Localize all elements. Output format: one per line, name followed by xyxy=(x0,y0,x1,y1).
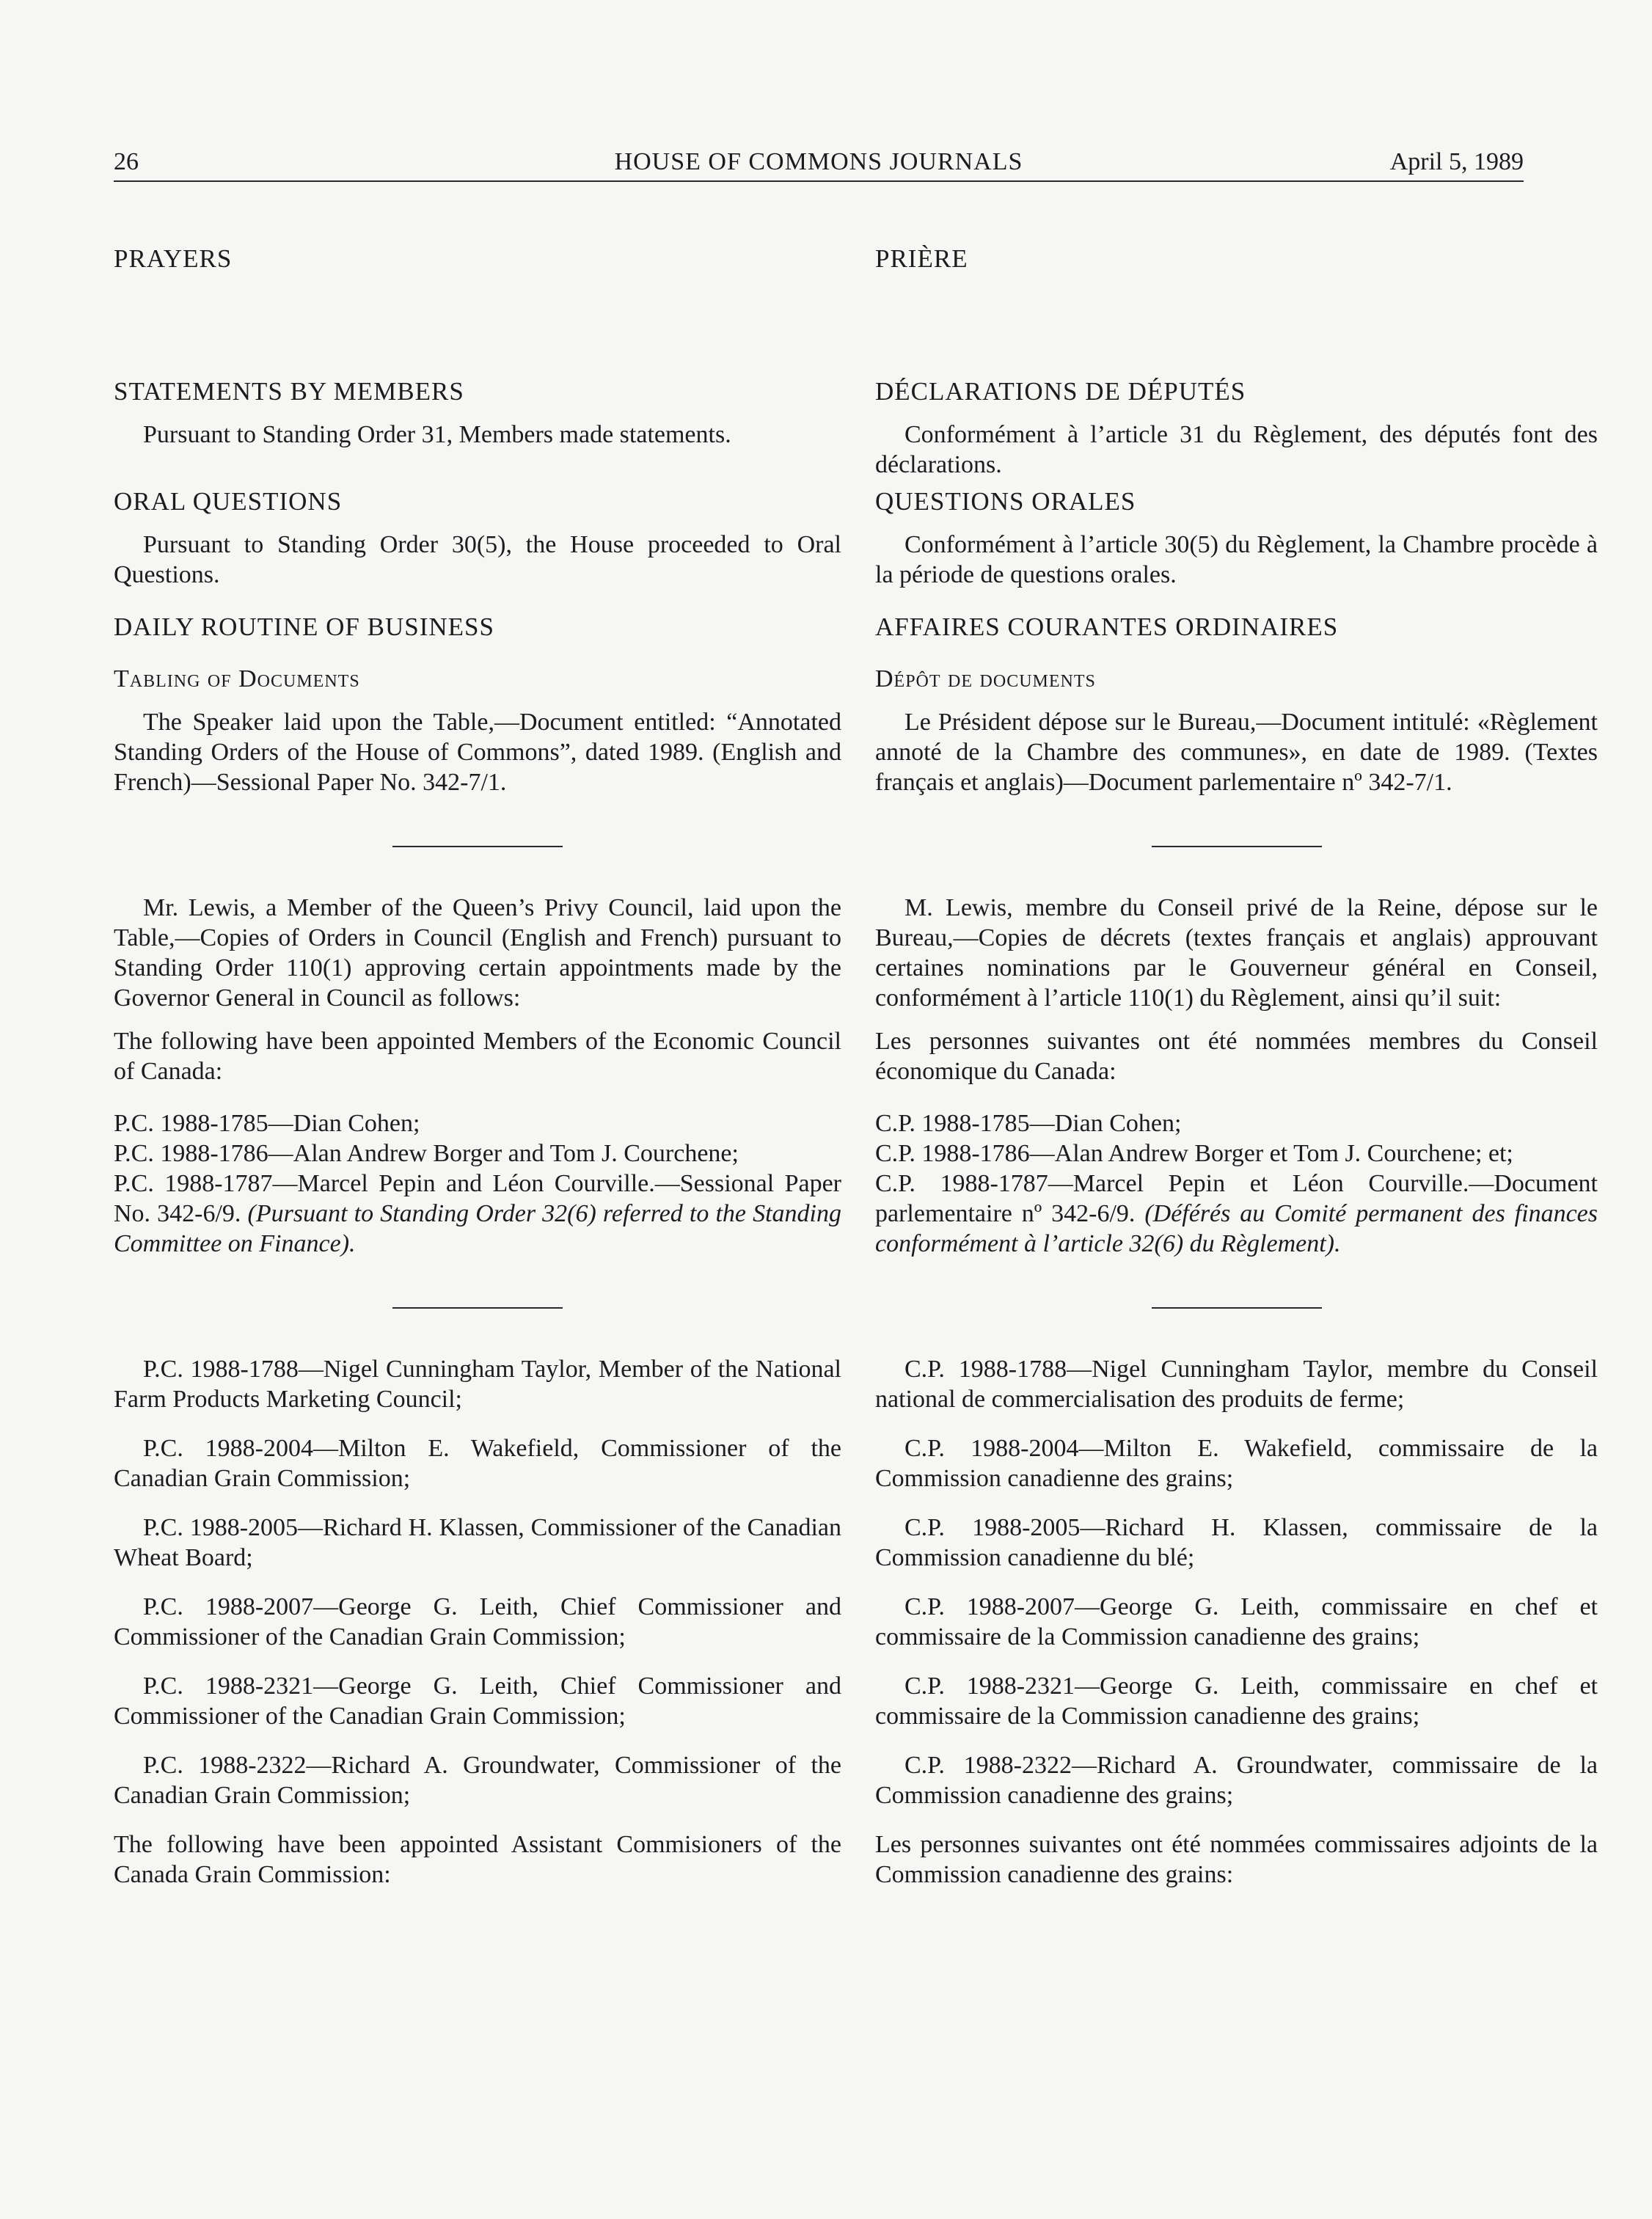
section-divider xyxy=(1152,1307,1322,1309)
order-2004: P.C. 1988-2004—Milton E. Wakefield, Commissioner of the Canadian Grain Commission; xyxy=(114,1435,841,1492)
commissaires-adjoints-intro: Les personnes suivantes ont été nommées commissaires adjoints de la Commission canadienne des grains: xyxy=(875,1831,1598,1888)
page-header xyxy=(114,144,1524,182)
conseil-economique-intro: Les personnes suivantes ont été nommées membres du Conseil économique du Canada: xyxy=(875,1028,1598,1085)
decret-1785: C.P. 1988-1785—Dian Cohen; xyxy=(875,1110,1182,1137)
journal-date: April 5, 1989 xyxy=(1389,148,1524,175)
order-1787-text: P.C. 1988-1787—Marcel Pepin and Léon Courville.—Sessional Paper No. 342-6/9. xyxy=(114,1170,841,1227)
questions-orales-text: Conformément à l’article 30(5) du Règlement, la Chambre procède à la période de questions orales. xyxy=(875,531,1598,588)
decret-2005: C.P. 1988-2005—Richard H. Klassen, commissaire de la Commission canadienne du blé; xyxy=(875,1514,1598,1571)
decret-2322: C.P. 1988-2322—Richard A. Groundwater, commissaire de la Commission canadienne des grains; xyxy=(875,1752,1598,1809)
journal-title: HOUSE OF COMMONS JOURNALS xyxy=(614,148,1023,175)
order-1787-reference: (Pursuant to Standing Order 32(6) referred to the Standing Committee on Finance). xyxy=(114,1200,841,1257)
decret-2321: C.P. 1988-2321—George G. Leith, commissaire en chef et commissaire de la Commission canadienne des grains; xyxy=(875,1673,1598,1730)
decret-1787 xyxy=(875,1169,1598,1259)
daily-routine-heading: DAILY ROUTINE OF BUSINESS xyxy=(114,613,494,641)
prayers-heading: PRAYERS xyxy=(114,244,233,273)
statements-text: Pursuant to Standing Order 31, Members made statements. xyxy=(143,421,731,448)
affaires-courantes-heading: AFFAIRES COURANTES ORDINAIRES xyxy=(875,613,1339,641)
depot-text: Le Président dépose sur le Bureau,—Document intitulé: «Règlement annoté de la Chambre des communes», en date de 1989. (Textes français et anglais)—Document parlementaire nº 342-7/1. xyxy=(875,709,1598,796)
order-2005: P.C. 1988-2005—Richard H. Klassen, Commissioner of the Canadian Wheat Board; xyxy=(114,1514,841,1571)
questions-orales-heading: QUESTIONS ORALES xyxy=(875,487,1136,516)
priere-heading: PRIÈRE xyxy=(875,244,968,273)
tabling-heading: Tabling of Documents xyxy=(114,665,360,692)
decret-1787-reference: (Déférés au Comité permanent des finances conformément à l’article 32(6) du Règlement). xyxy=(875,1200,1598,1257)
statements-heading: STATEMENTS BY MEMBERS xyxy=(114,377,464,406)
order-1787 xyxy=(114,1169,841,1259)
page-number: 26 xyxy=(114,148,139,175)
decret-1787-text: C.P. 1988-1787—Marcel Pepin et Léon Courville.—Document parlementaire nº 342-6/9. xyxy=(875,1170,1598,1227)
depot-heading: Dépôt de documents xyxy=(875,665,1096,692)
decret-2007: C.P. 1988-2007—George G. Leith, commissaire en chef et commissaire de la Commission canadienne des grains; xyxy=(875,1593,1598,1650)
lewis-text-fr: M. Lewis, membre du Conseil privé de la Reine, dépose sur le Bureau,—Copies de décrets (textes français et anglais) approuvant certaines nominations par le Gouverneur général en Conseil, conformément à l’article 110(1) du Règlement, ainsi qu’il suit: xyxy=(875,894,1598,1012)
declarations-heading: DÉCLARATIONS DE DÉPUTÉS xyxy=(875,377,1246,406)
section-divider xyxy=(392,846,563,847)
section-divider xyxy=(392,1307,563,1309)
order-1786: P.C. 1988-1786—Alan Andrew Borger and Tom J. Courchene; xyxy=(114,1140,739,1167)
oral-questions-text: Pursuant to Standing Order 30(5), the House proceeded to Oral Questions. xyxy=(114,531,841,588)
tabling-text: The Speaker laid upon the Table,—Document entitled: “Annotated Standing Orders of the House of Commons”, dated 1989. (English and French)—Sessional Paper No. 342-7/1. xyxy=(114,709,841,796)
economic-council-intro: The following have been appointed Members of the Economic Council of Canada: xyxy=(114,1028,841,1085)
order-2321: P.C. 1988-2321—George G. Leith, Chief Commissioner and Commissioner of the Canadian Grain Commission; xyxy=(114,1673,841,1730)
english-column xyxy=(114,192,841,1890)
decret-1786: C.P. 1988-1786—Alan Andrew Borger et Tom J. Courchene; et; xyxy=(875,1140,1513,1167)
declarations-text: Conformément à l’article 31 du Règlement, des députés font des déclarations. xyxy=(875,421,1598,478)
section-divider xyxy=(1152,846,1322,847)
decret-1788: C.P. 1988-1788—Nigel Cunningham Taylor, membre du Conseil national de commercialisation des produits de ferme; xyxy=(875,1356,1598,1413)
oral-questions-heading: ORAL QUESTIONS xyxy=(114,487,343,516)
lewis-text: Mr. Lewis, a Member of the Queen’s Privy Council, laid upon the Table,—Copies of Orders in Council (English and French) pursuant to Standing Order 110(1) approving certain appointments made by the Governor General in Council as follows: xyxy=(114,894,841,1012)
order-2007: P.C. 1988-2007—George G. Leith, Chief Commissioner and Commissioner of the Canadian Grain Commission; xyxy=(114,1593,841,1650)
decret-2004: C.P. 1988-2004—Milton E. Wakefield, commissaire de la Commission canadienne des grains; xyxy=(875,1435,1598,1492)
french-column xyxy=(875,192,1598,1890)
order-1785: P.C. 1988-1785—Dian Cohen; xyxy=(114,1110,420,1137)
assistant-commissioners-intro: The following have been appointed Assistant Commisioners of the Canada Grain Commission: xyxy=(114,1831,841,1888)
order-2322: P.C. 1988-2322—Richard A. Groundwater, Commissioner of the Canadian Grain Commission; xyxy=(114,1752,841,1809)
order-1788: P.C. 1988-1788—Nigel Cunningham Taylor, Member of the National Farm Products Marketing Council; xyxy=(114,1356,841,1413)
